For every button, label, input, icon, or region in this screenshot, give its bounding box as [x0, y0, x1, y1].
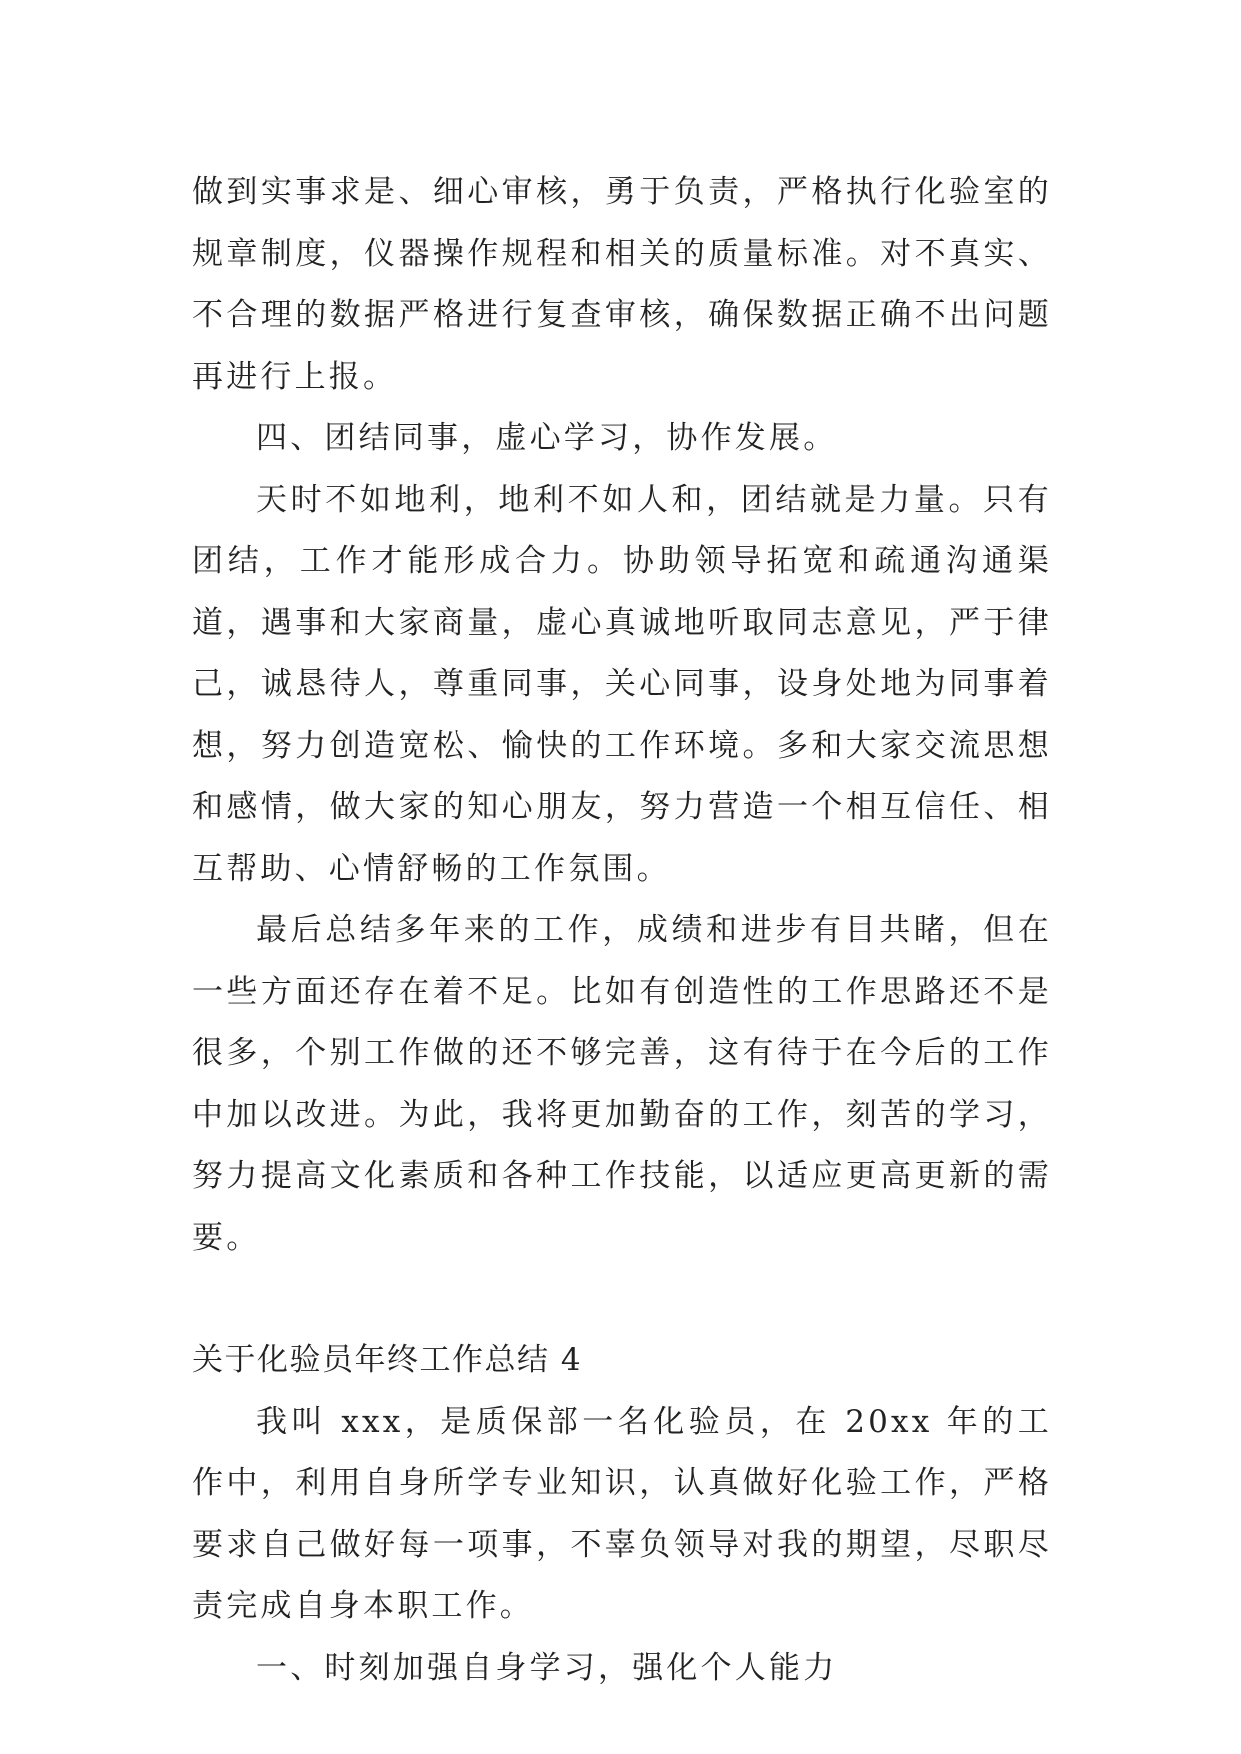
paragraph-heading-learning: 一、时刻加强自身学习，强化个人能力: [256, 1649, 838, 1686]
paragraph-unity-body: 天时不如地利，地利不如人和，团结就是力量。只有团结，工作才能形成合力。协助领导拓宽和疏通沟通渠道，遇事和大家商量，虚心真诚地听取同志意见，严于律己，诚恳待人，尊重同事，关心同事，设身处地为同事着想，努力创造宽松、愉快的工作环境。多和大家交流思想和感情，做大家的知心朋友，努力营造一个相互信任、相互帮助、心情舒畅的工作氛围。: [192, 481, 1052, 887]
paragraph-heading-unity: 四、团结同事，虚心学习，协作发展。: [256, 420, 838, 456]
paragraph-self-intro: 我叫 xxx，是质保部一名化验员，在 20xx 年的工作中，利用自身所学专业知识，认真做好化验工作，严格要求自己做好每一项事，不辜负领导对我的期望，尽职尽责完成自身本职工作。: [192, 1403, 1052, 1624]
paragraph-conclusion: 最后总结多年来的工作，成绩和进步有目共睹，但在一些方面还存在着不足。比如有创造性的工作思路还不是很多，个别工作做的还不够完善，这有待于在今后的工作中加以改进。为此，我将更加勤奋的工作，刻苦的学习，努力提高文化素质和各种工作技能，以适应更高更新的需要。: [192, 912, 1052, 1256]
paragraph-continuation: 做到实事求是、细心审核，勇于负责，严格执行化验室的规章制度，仪器操作规程和相关的质量标准。对不真实、不合理的数据严格进行复查审核，确保数据正确不出问题再进行上报。: [192, 174, 1052, 395]
section-title: 关于化验员年终工作总结 4: [192, 1342, 583, 1378]
document-body: [192, 162, 1052, 1699]
